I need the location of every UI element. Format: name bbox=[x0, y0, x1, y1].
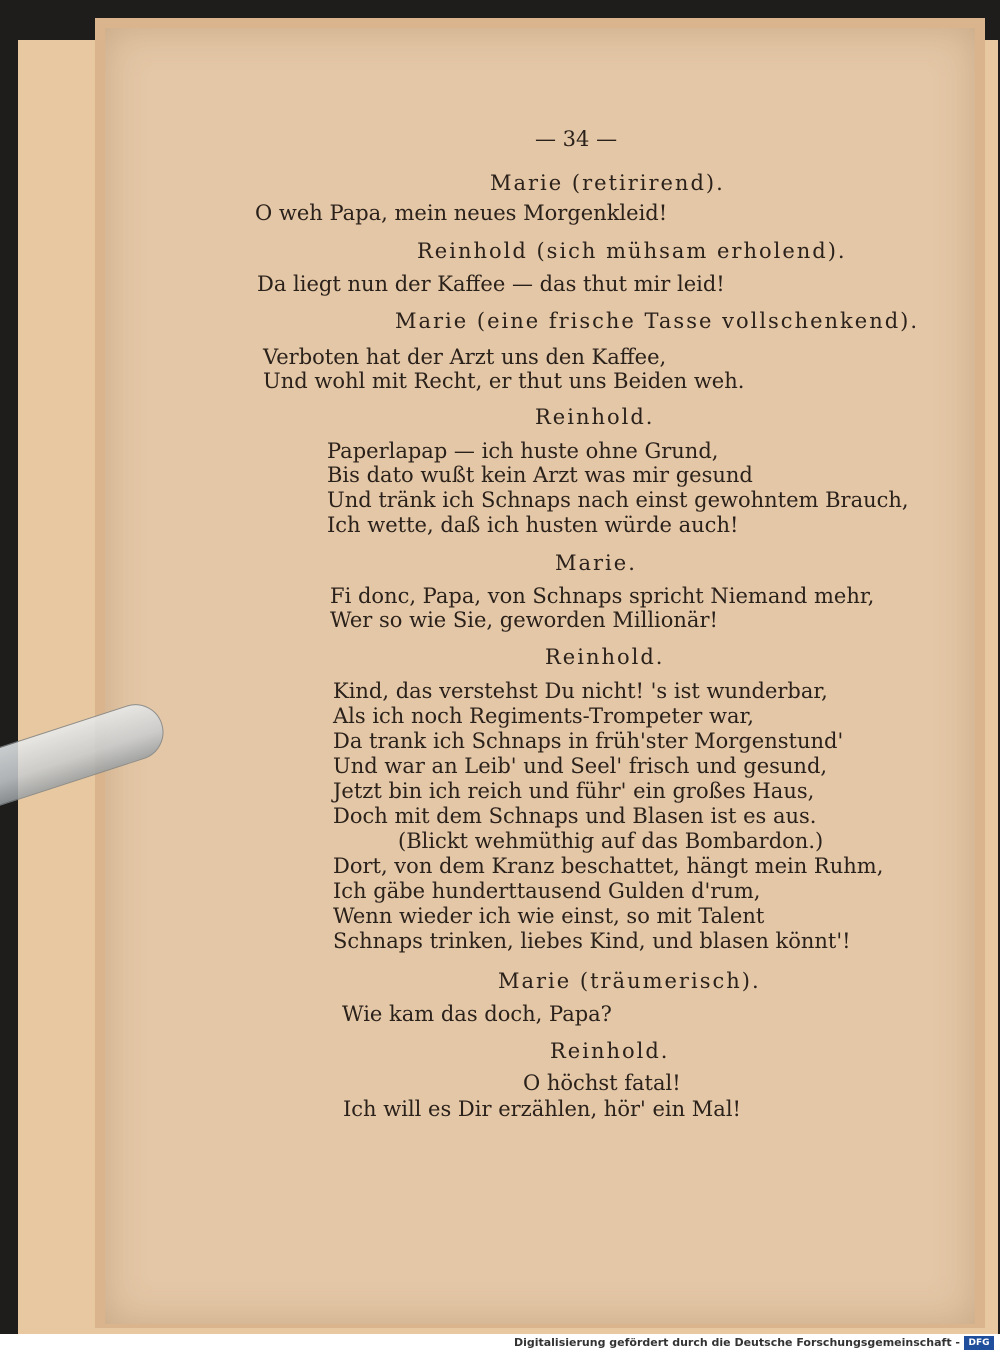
verse-line: Da trank ich Schnaps in früh'ster Morgenstund' bbox=[333, 729, 844, 753]
verse-line: Und war an Leib' und Seel' frisch und gesund, bbox=[333, 754, 828, 778]
verse-line: Bis dato wußt kein Arzt was mir gesund bbox=[327, 463, 753, 487]
speaker-line: Reinhold. bbox=[535, 405, 655, 429]
speaker-line: Reinhold (sich mühsam erholend). bbox=[417, 239, 847, 263]
speaker-line: Reinhold. bbox=[545, 645, 665, 669]
verse-line: Jetzt bin ich reich und führ' ein großes Haus, bbox=[333, 779, 815, 803]
speaker-line: Reinhold. bbox=[550, 1039, 670, 1063]
page-number: — 34 — bbox=[535, 127, 618, 151]
verse-line: Wenn wieder ich wie einst, so mit Talent bbox=[333, 904, 765, 928]
verse-line: Wie kam das doch, Papa? bbox=[342, 1002, 612, 1026]
verse-line: Wer so wie Sie, geworden Millionär! bbox=[330, 608, 718, 632]
verse-line: Fi donc, Papa, von Schnaps spricht Niemand mehr, bbox=[330, 584, 875, 608]
verse-line: Als ich noch Regiments-Trompeter war, bbox=[333, 704, 754, 728]
verse-line: O weh Papa, mein neues Morgenkleid! bbox=[255, 201, 668, 225]
verse-line: Dort, von dem Kranz beschattet, hängt mein Ruhm, bbox=[333, 854, 884, 878]
verse-line: Kind, das verstehst Du nicht! 's ist wunderbar, bbox=[333, 679, 828, 703]
verse-line: Paperlapap — ich huste ohne Grund, bbox=[327, 439, 719, 463]
stage-direction: (Blickt wehmüthig auf das Bombardon.) bbox=[398, 829, 824, 853]
verse-line: Und wohl mit Recht, er thut uns Beiden weh. bbox=[263, 369, 745, 393]
verse-line: Ich wette, daß ich husten würde auch! bbox=[327, 513, 739, 537]
speaker-line: Marie (retirirend). bbox=[490, 171, 725, 195]
verse-line: Da liegt nun der Kaffee — das thut mir leid! bbox=[257, 272, 725, 296]
verse-line: Und tränk ich Schnaps nach einst gewohntem Brauch, bbox=[327, 488, 909, 512]
verse-line: Doch mit dem Schnaps und Blasen ist es aus. bbox=[333, 804, 817, 828]
dfg-logo: DFG bbox=[964, 1336, 994, 1350]
verse-line: Verboten hat der Arzt uns den Kaffee, bbox=[263, 345, 667, 369]
verse-line: Schnaps trinken, liebes Kind, und blasen könnt'! bbox=[333, 929, 851, 953]
verse-line: O höchst fatal! bbox=[523, 1071, 681, 1095]
verse-line: Ich will es Dir erzählen, hör' ein Mal! bbox=[343, 1097, 741, 1121]
speaker-line: Marie (träumerisch). bbox=[498, 969, 761, 993]
footer-credit: Digitalisierung gefördert durch die Deutsche Forschungsgemeinschaft - bbox=[513, 1336, 960, 1349]
digitization-footer bbox=[0, 1334, 1000, 1354]
speaker-line: Marie (eine frische Tasse vollschenkend). bbox=[395, 309, 920, 333]
speaker-line: Marie. bbox=[555, 551, 637, 575]
verse-line: Ich gäbe hunderttausend Gulden d'rum, bbox=[333, 879, 761, 903]
book-page bbox=[105, 28, 975, 1324]
